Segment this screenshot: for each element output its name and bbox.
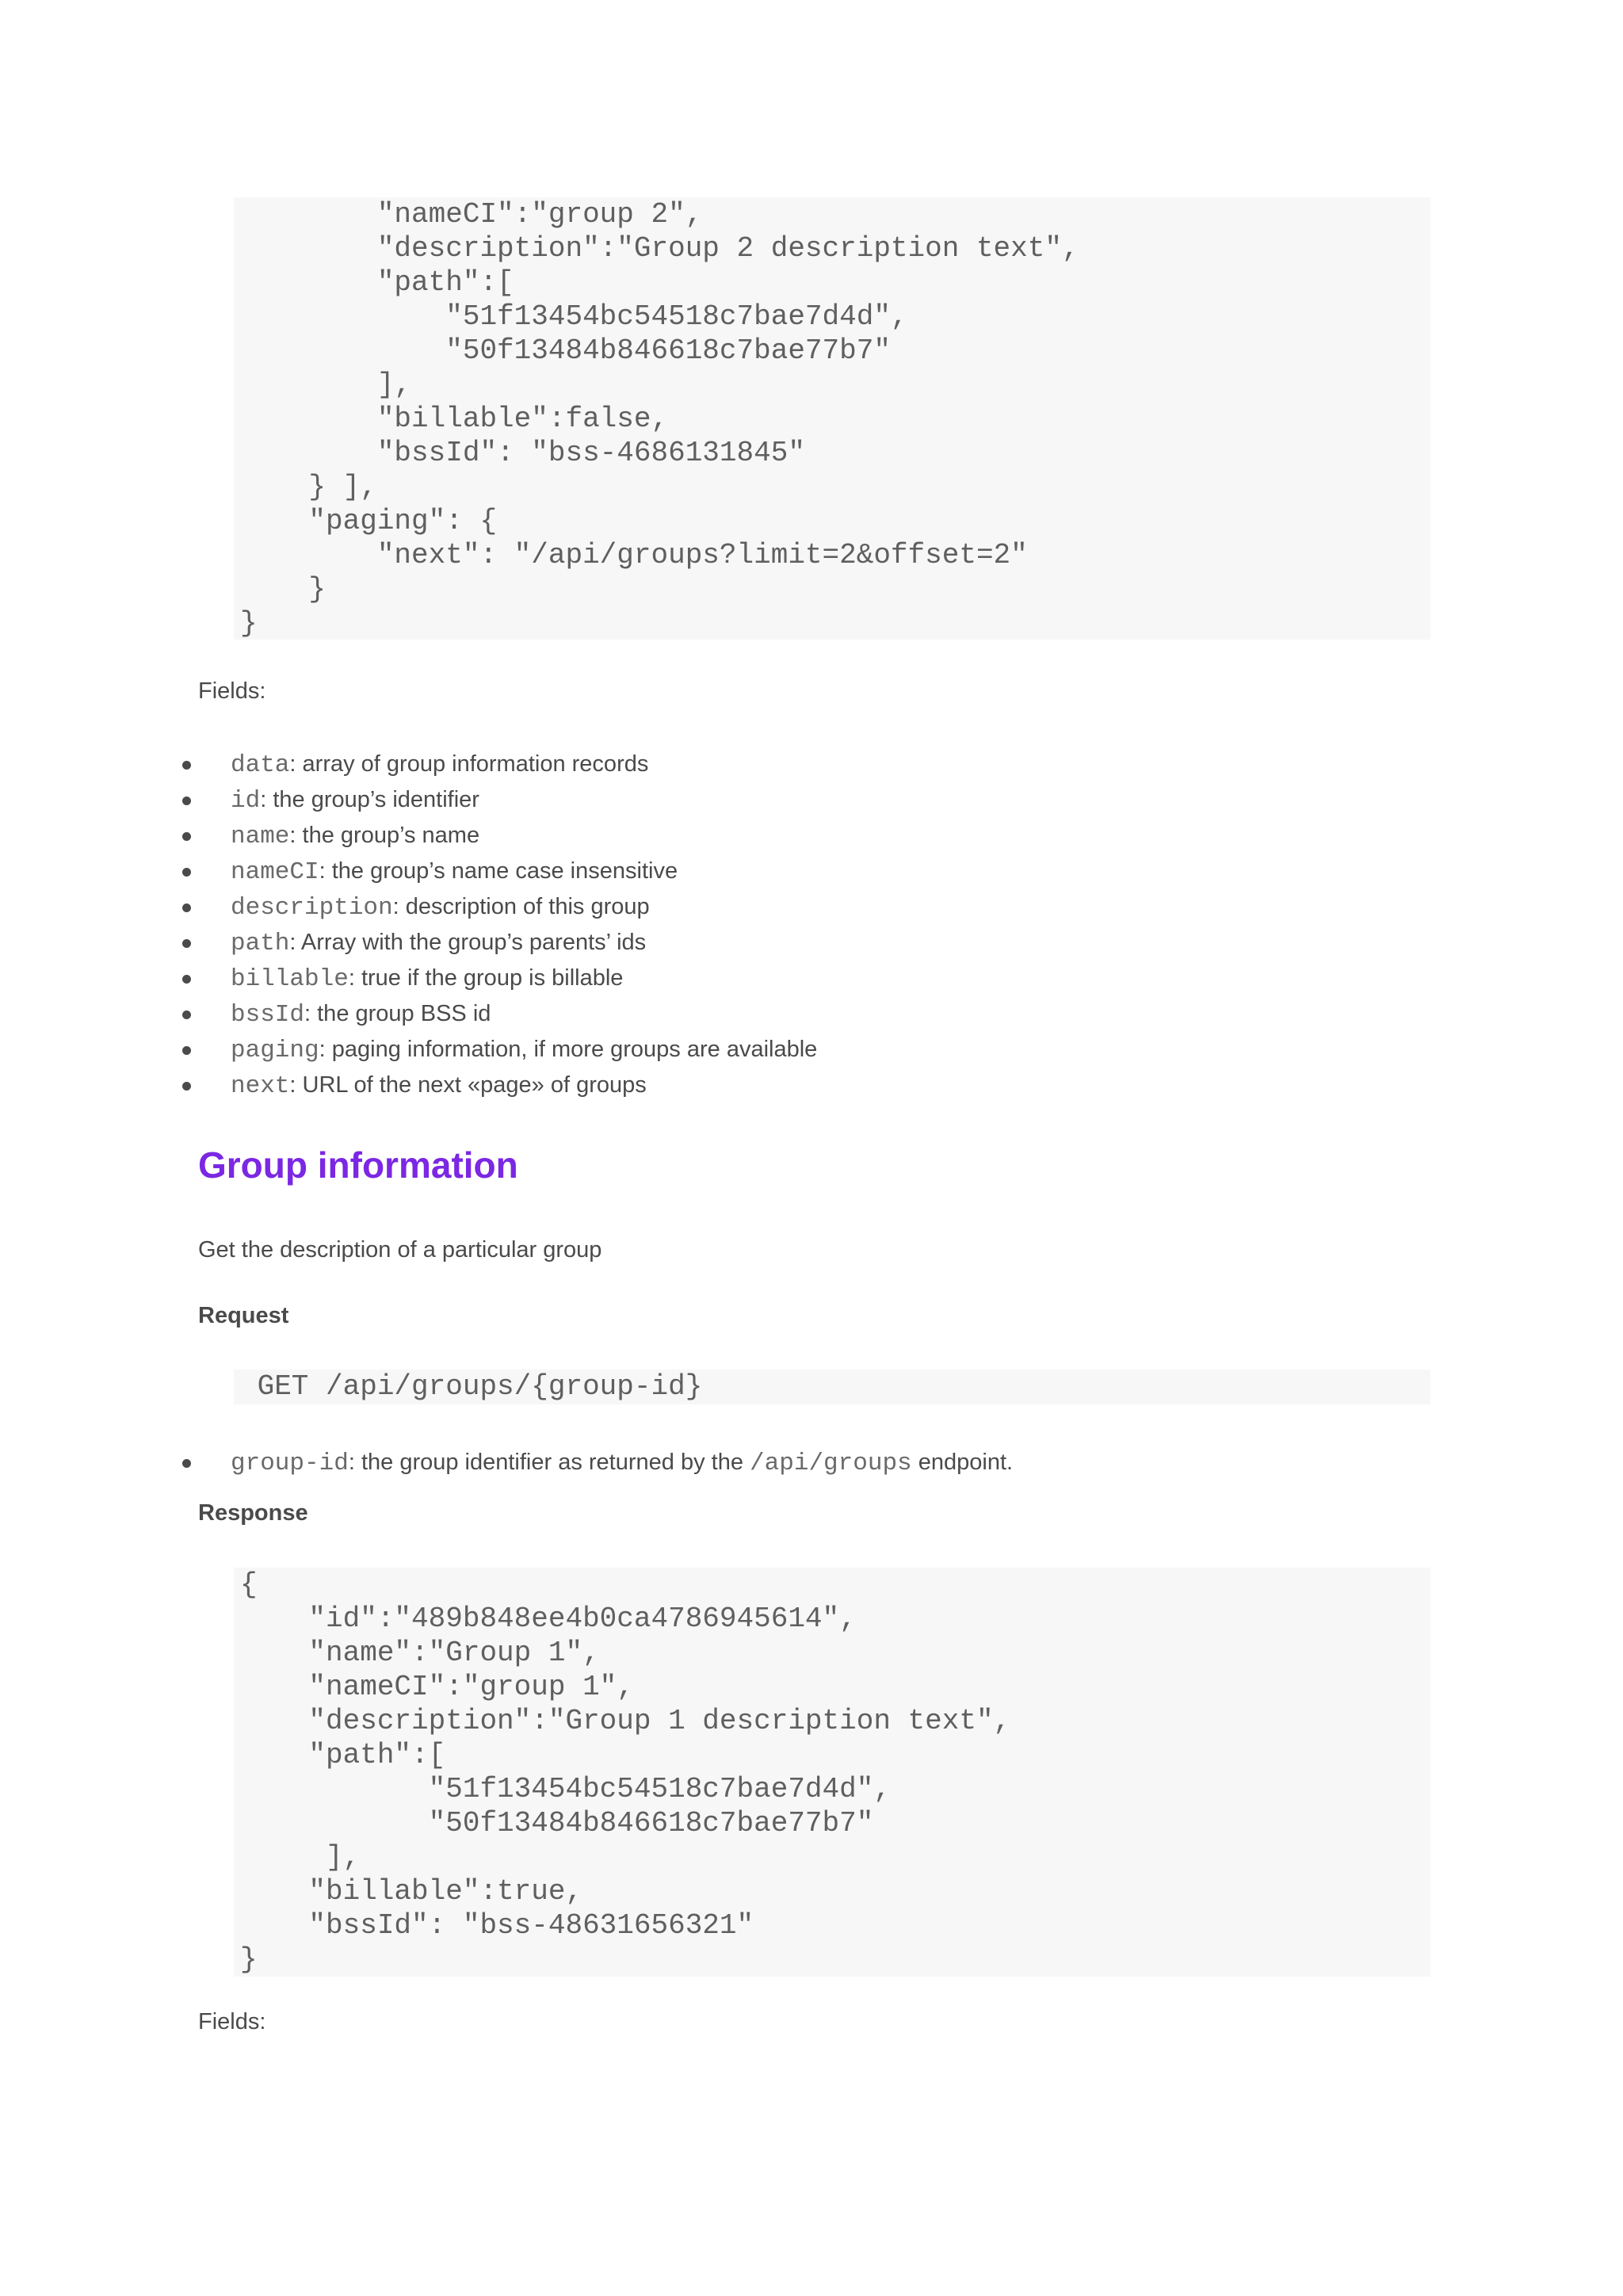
section-intro: Get the description of a particular group bbox=[198, 1237, 602, 1263]
bullet-icon bbox=[182, 939, 191, 948]
field-key: paging bbox=[231, 1037, 319, 1064]
field-key: data bbox=[231, 751, 290, 779]
field-key: id bbox=[231, 787, 261, 815]
field-description: : Array with the group’s parents’ ids bbox=[289, 930, 647, 955]
code-line: "billable":false, bbox=[240, 403, 669, 435]
field-key: next bbox=[231, 1072, 290, 1100]
param-desc-after: endpoint. bbox=[911, 1450, 1014, 1475]
code-line: "51f13454bc54518c7bae7d4d", bbox=[240, 300, 908, 333]
bullet-icon bbox=[182, 797, 191, 805]
field-description: : description of this group bbox=[392, 894, 650, 919]
list-item bbox=[179, 782, 817, 818]
request-code-line: GET /api/groups/{group-id} bbox=[240, 1370, 703, 1403]
code-line: "description":"Group 1 description text", bbox=[240, 1705, 1011, 1737]
code-line: } bbox=[240, 607, 258, 640]
response-label: Response bbox=[198, 1500, 308, 1526]
code-line: } bbox=[240, 573, 327, 606]
code-line: "billable":true, bbox=[240, 1875, 583, 1908]
list-item bbox=[179, 747, 817, 782]
param-key: group-id bbox=[231, 1450, 349, 1477]
field-description: : URL of the next «page» of groups bbox=[289, 1072, 647, 1098]
code-line: "nameCI":"group 2", bbox=[240, 198, 703, 231]
code-line: "bssId": "bss-4686131845" bbox=[240, 437, 805, 469]
code-line: { bbox=[240, 1568, 258, 1601]
field-description: : true if the group is billable bbox=[348, 965, 624, 991]
list-item bbox=[179, 961, 817, 996]
code-line: "bssId": "bss-48631656321" bbox=[240, 1909, 754, 1942]
list-item bbox=[179, 1068, 817, 1103]
field-key: billable bbox=[231, 965, 349, 993]
section-heading: Group information bbox=[198, 1144, 518, 1186]
field-description: : the group’s identifier bbox=[260, 787, 479, 812]
request-params-list bbox=[179, 1445, 1013, 1480]
code-line: "id":"489b848ee4b0ca4786945614", bbox=[240, 1603, 857, 1635]
response-code-block bbox=[234, 1568, 1430, 1977]
code-line: "description":"Group 2 description text", bbox=[240, 232, 1079, 265]
field-description: : the group’s name bbox=[289, 823, 480, 848]
code-line: ], bbox=[240, 1841, 361, 1874]
list-item bbox=[179, 996, 817, 1032]
list-item bbox=[179, 889, 817, 925]
field-description: : the group BSS id bbox=[304, 1001, 491, 1026]
bullet-icon bbox=[182, 975, 191, 984]
fields-label-2: Fields: bbox=[198, 2009, 266, 2034]
code-line: "nameCI":"group 1", bbox=[240, 1671, 634, 1703]
json-code-block-continued bbox=[234, 197, 1430, 640]
code-line: "51f13454bc54518c7bae7d4d", bbox=[240, 1773, 891, 1805]
field-key: nameCI bbox=[231, 858, 319, 886]
code-line: } bbox=[240, 1943, 258, 1976]
code-line: "name":"Group 1", bbox=[240, 1637, 600, 1669]
list-item bbox=[179, 925, 817, 961]
param-desc-before: : the group identifier as returned by the bbox=[348, 1450, 750, 1475]
code-line: "50f13484b846618c7bae77b7" bbox=[240, 334, 891, 367]
field-description: : the group’s name case insensitive bbox=[319, 858, 678, 884]
bullet-icon bbox=[182, 1046, 191, 1055]
field-key: name bbox=[231, 823, 290, 850]
field-key: description bbox=[231, 894, 393, 922]
bullet-icon bbox=[182, 761, 191, 770]
list-item bbox=[179, 1032, 817, 1068]
field-key: path bbox=[231, 930, 290, 957]
code-line: "50f13484b846618c7bae77b7" bbox=[240, 1807, 874, 1839]
field-key: bssId bbox=[231, 1001, 305, 1029]
bullet-icon bbox=[182, 1082, 191, 1091]
code-line: "next": "/api/groups?limit=2&offset=2" bbox=[240, 539, 1028, 571]
code-line: } ], bbox=[240, 471, 377, 503]
field-description: : paging information, if more groups are available bbox=[319, 1037, 818, 1062]
fields-label: Fields: bbox=[198, 678, 266, 704]
code-line: "paging": { bbox=[240, 505, 498, 537]
bullet-icon bbox=[182, 904, 191, 912]
bullet-icon bbox=[182, 868, 191, 877]
list-item bbox=[179, 854, 817, 889]
code-line: "path":[ bbox=[240, 266, 514, 299]
field-description: : array of group information records bbox=[289, 751, 649, 777]
bullet-icon bbox=[182, 1459, 191, 1468]
list-item bbox=[179, 1445, 1013, 1480]
request-label: Request bbox=[198, 1303, 289, 1328]
param-endpoint: /api/groups bbox=[750, 1450, 912, 1477]
bullet-icon bbox=[182, 1010, 191, 1019]
list-item bbox=[179, 818, 817, 854]
fields-list bbox=[179, 747, 817, 1103]
bullet-icon bbox=[182, 832, 191, 841]
code-line: "path":[ bbox=[240, 1739, 446, 1771]
code-line: ], bbox=[240, 369, 412, 401]
request-code-block bbox=[234, 1370, 1430, 1404]
